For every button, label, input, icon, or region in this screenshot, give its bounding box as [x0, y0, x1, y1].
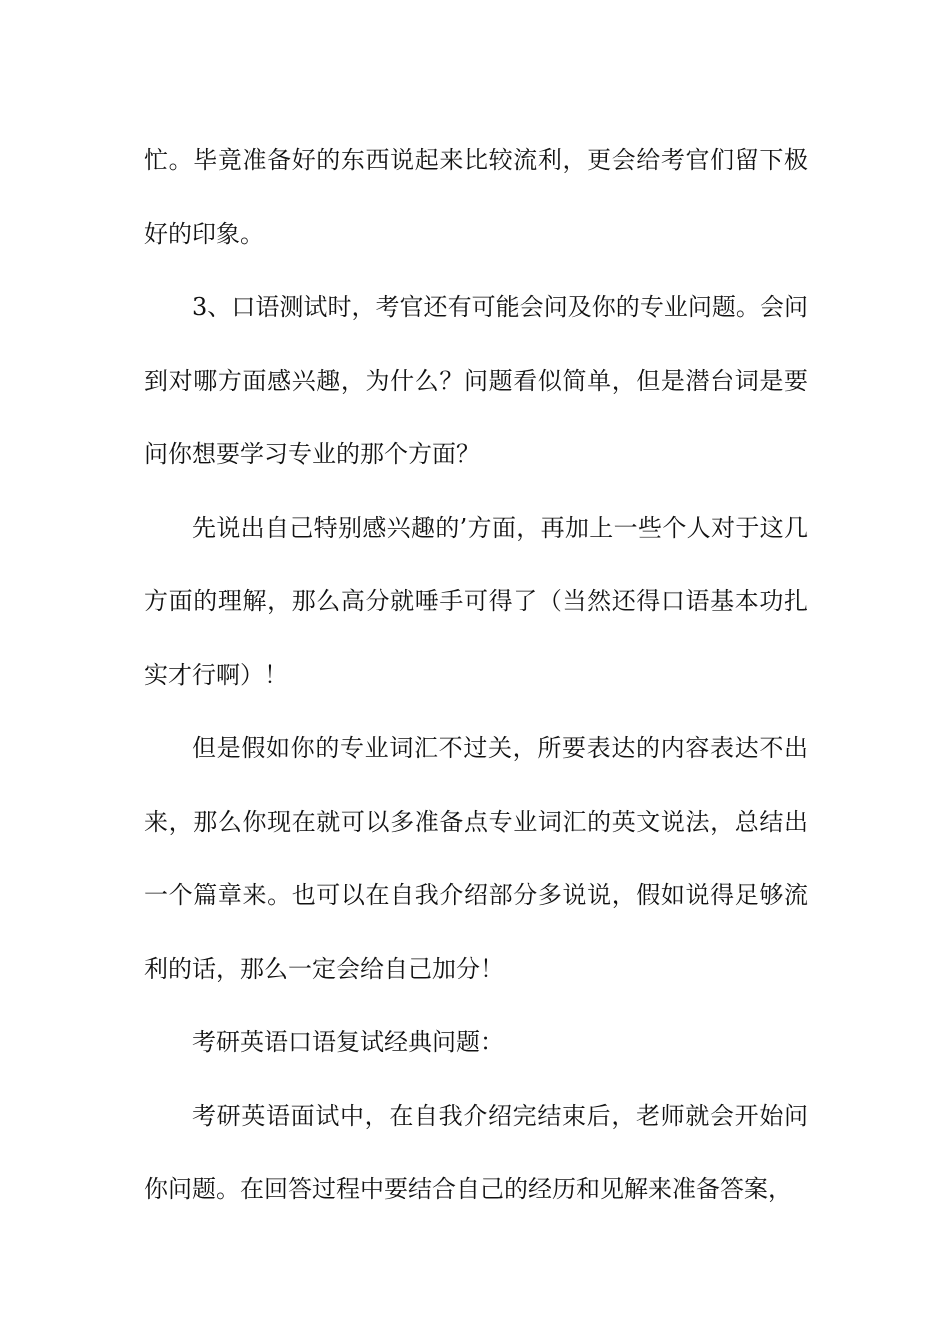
paragraph-oral-test-major-questions: 3、口语测试时，考官还有可能会问及你的专业问题。会问到对哪方面感兴趣，为什么？问题看似简单，但是潜台词是要问你想要学习专业的那个方面？ [144, 293, 808, 468]
section-heading-classic-questions: 考研英语口语复试经典问题： [192, 1028, 504, 1056]
paragraph-continuation: 忙。毕竟准备好的东西说起来比较流利，更会给考官们留下极好的印象。 [144, 146, 808, 248]
document-body [144, 124, 808, 1227]
paragraph-interview-questions: 考研英语面试中，在自我介绍完结束后，老师就会开始问你问题。在回答过程中要结合自己的经历和见解来准备答案， [144, 1101, 808, 1203]
paragraph-interest-areas: 先说出自己特别感兴趣的’方面，再加上一些个人对于这几方面的理解，那么高分就唾手可得了（当然还得口语基本功扎实才行啊）！ [144, 513, 808, 689]
paragraph-vocabulary-advice: 但是假如你的专业词汇不过关，所要表达的内容表达不出来，那么你现在就可以多准备点专业词汇的英文说法，总结出一个篇章来。也可以在自我介绍部分多说说，假如说得足够流利的话，那么一定会给自己加分！ [144, 734, 808, 983]
